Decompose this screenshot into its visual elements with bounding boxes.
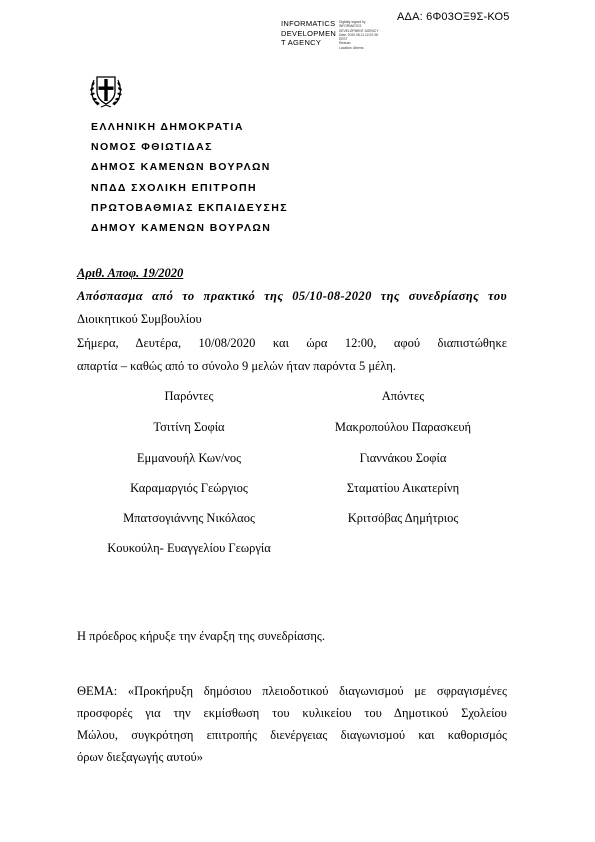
intro-line-1: Σήμερα, Δευτέρα, 10/08/2020 και ώρα 12:00, αφού διαπιστώθηκε xyxy=(77,336,507,350)
ada-code: ΑΔΑ: 6Φ03ΟΞ9Σ-ΚΟ5 xyxy=(397,11,510,23)
signature-detail-line: DEVELOPMENT AGENCY xyxy=(339,28,379,33)
chair-sentence: Η πρόεδρος κήρυξε την έναρξη της συνεδρίασης. xyxy=(77,629,325,643)
board-line: Διοικητικού Συμβουλίου xyxy=(77,312,202,326)
signature-detail-line: Digitally signed by xyxy=(339,20,366,24)
present-member: Καραμαργιός Γεώργιος xyxy=(130,481,248,495)
present-member: Μπατσογιάννης Νικόλαος xyxy=(123,511,255,525)
signature-detail-line: Date: 2020.08.11 12:02:38 xyxy=(339,32,378,37)
present-member: Κουκούλη- Ευαγγελίου Γεωργία xyxy=(107,541,271,555)
signature-organization xyxy=(281,19,336,48)
signature-detail-line: Reason: xyxy=(339,41,352,46)
greek-emblem-icon xyxy=(88,71,124,111)
header-line: ΝΠΔΔ ΣΧΟΛΙΚΗ ΕΠΙΤΡΟΠΗ xyxy=(91,181,258,194)
header-line: ΔΗΜΟΣ ΚΑΜΕΝΩΝ ΒΟΥΡΛΩΝ xyxy=(91,161,271,174)
signature-detail-line: EEST xyxy=(339,37,348,42)
signature-org-line: DEVELOPMEN xyxy=(281,28,337,38)
topic-paragraph xyxy=(77,680,507,768)
present-member: Τσιτίνη Σοφία xyxy=(153,420,225,434)
header-line: ΔΗΜΟΥ ΚΑΜΕΝΩΝ ΒΟΥΡΛΩΝ xyxy=(91,221,272,234)
absent-member: Κριτσόβας Δημήτριος xyxy=(347,511,459,525)
absent-heading: Απόντες xyxy=(381,389,425,403)
topic-line: ΘΕΜΑ: «Προκήρυξη δημόσιου πλειοδοτικού διαγωνισμού με σφραγισμένες xyxy=(77,684,507,698)
header-line: ΝΟΜΟΣ ΦΘΙΩΤΙΔΑΣ xyxy=(91,141,213,154)
header-line: ΕΛΛΗΝΙΚΗ ΔΗΜΟΚΡΑΤΙΑ xyxy=(91,121,244,133)
excerpt-line: Απόσπασμα από το πρακτικό της 05/10-08-2020 της συνεδρίασης του xyxy=(77,289,507,303)
absent-member: Γιαννάκου Σοφία xyxy=(359,451,447,465)
signature-detail-line: Location: Athens xyxy=(339,45,364,50)
intro-line-2: απαρτία – καθώς από το σύνολο 9 μελών ήταν παρόντα 5 μέλη. xyxy=(77,359,396,373)
present-member: Εμμανουήλ Κων/νος xyxy=(136,451,242,465)
absent-member: Σταματίου Αικατερίνη xyxy=(346,481,460,495)
signature-org-line: T AGENCY xyxy=(281,38,322,47)
signature-details xyxy=(339,20,379,50)
decision-number: Αριθ. Αποφ. 19/2020 xyxy=(77,266,184,280)
digital-signature-block xyxy=(281,19,401,49)
topic-line: προσφορές για την εκμίσθωση του κυλικείου του Δημοτικού Σχολείου xyxy=(77,706,507,720)
signature-detail-line: INFORMATICS xyxy=(339,24,362,29)
absent-member: Μακροπούλου Παρασκευή xyxy=(334,420,472,434)
issuer-header xyxy=(91,117,288,238)
header-line: ΠΡΩΤΟΒΑΘΜΙΑΣ ΕΚΠΑΙΔΕΥΣΗΣ xyxy=(91,201,288,214)
signature-org-line: INFORMATICS xyxy=(281,19,336,28)
present-heading: Παρόντες xyxy=(164,389,214,403)
topic-line: Μώλου, συγκρότηση επιτροπής διενέργειας διαγωνισμού και καθορισμός xyxy=(77,728,507,742)
topic-line: όρων διεξαγωγής αυτού» xyxy=(77,750,203,764)
